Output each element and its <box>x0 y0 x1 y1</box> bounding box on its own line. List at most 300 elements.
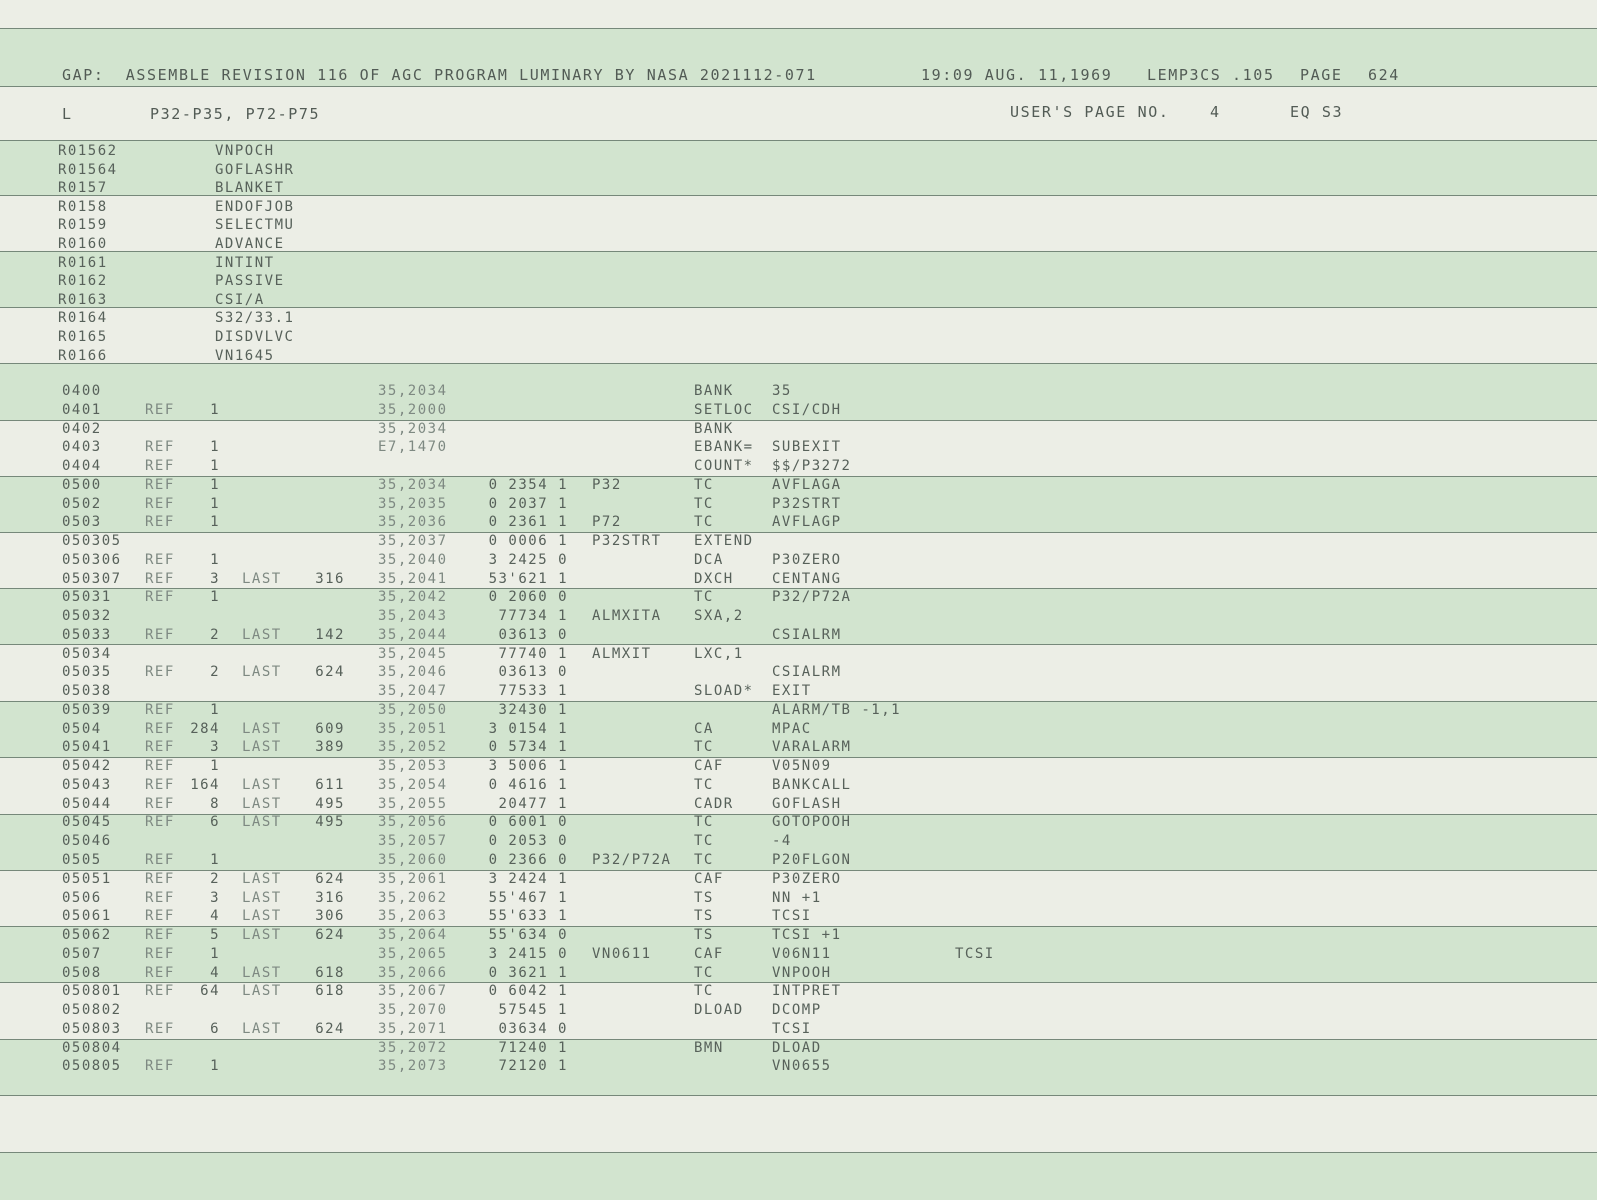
opcode: TC <box>694 983 714 1000</box>
ref-count: 3 <box>210 570 220 587</box>
operand: VNPOOH <box>772 964 832 981</box>
operand: SUBEXIT <box>772 439 842 456</box>
operand: AVFLAGP <box>772 514 842 531</box>
ref-symbol: BLANKET <box>215 180 285 197</box>
address: 35,2061 <box>378 870 448 887</box>
address: 35,2053 <box>378 758 448 775</box>
operand: P30ZERO <box>772 870 842 887</box>
line-number: 05045 <box>62 814 112 831</box>
line-number: 05041 <box>62 739 112 756</box>
octal-word: 0 2060 0 <box>488 589 568 606</box>
line-number: 050802 <box>62 1002 122 1019</box>
subheader-users-page-number: 4 <box>1210 103 1221 121</box>
last-flag: LAST <box>242 908 282 925</box>
octal-word: 03634 0 <box>498 1020 568 1037</box>
rule <box>0 420 1597 421</box>
rule <box>0 28 1597 29</box>
line-number: 0508 <box>62 964 102 981</box>
address: 35,2064 <box>378 927 448 944</box>
ref-symbol: CSI/A <box>215 291 265 308</box>
opcode: TC <box>694 964 714 981</box>
opcode: TC <box>694 495 714 512</box>
address: 35,2062 <box>378 889 448 906</box>
address: 35,2000 <box>378 401 448 418</box>
octal-word: 0 0006 1 <box>488 533 568 550</box>
address: 35,2043 <box>378 608 448 625</box>
address: 35,2040 <box>378 551 448 568</box>
opcode: SLOAD* <box>694 683 754 700</box>
octal-word: 3 2424 1 <box>488 870 568 887</box>
octal-word: 71240 1 <box>498 1039 568 1056</box>
line-number: 0401 <box>62 401 102 418</box>
line-number: 05031 <box>62 589 112 606</box>
header-page-number: 624 <box>1368 66 1400 84</box>
ref-count: 6 <box>210 814 220 831</box>
line-number: 0402 <box>62 420 102 437</box>
label-field: P72 <box>592 514 622 531</box>
octal-word: 3 2415 0 <box>488 945 568 962</box>
line-number: 05034 <box>62 645 112 662</box>
ref-symbol: INTINT <box>215 254 275 271</box>
ref-count: 1 <box>210 1058 220 1075</box>
line-number: 050805 <box>62 1058 122 1075</box>
ref-symbol: SELECTMU <box>215 217 295 234</box>
address: 35,2052 <box>378 739 448 756</box>
line-number: 0503 <box>62 514 102 531</box>
ref-id: R0163 <box>58 291 108 308</box>
opcode: TC <box>694 739 714 756</box>
octal-word: 72120 1 <box>498 1058 568 1075</box>
ref-flag: REF <box>145 983 175 1000</box>
ref-flag: REF <box>145 870 175 887</box>
last-flag: LAST <box>242 870 282 887</box>
opcode: CAF <box>694 870 724 887</box>
operand: $$/P3272 <box>772 458 852 475</box>
last-page: 495 <box>315 814 345 831</box>
label-field: ALMXIT <box>592 645 652 662</box>
ref-count: 1 <box>210 439 220 456</box>
address: 35,2045 <box>378 645 448 662</box>
ref-symbol: S32/33.1 <box>215 310 295 327</box>
last-flag: LAST <box>242 889 282 906</box>
octal-word: 55'467 1 <box>488 889 568 906</box>
octal-word: 0 6001 0 <box>488 814 568 831</box>
operand: NN +1 <box>772 889 822 906</box>
address: E7,1470 <box>378 439 448 456</box>
subheader-section: P32-P35, P72-P75 <box>150 105 321 123</box>
opcode: CADR <box>694 795 734 812</box>
last-flag: LAST <box>242 964 282 981</box>
last-flag: LAST <box>242 776 282 793</box>
last-page: 618 <box>315 983 345 1000</box>
octal-word: 0 4616 1 <box>488 776 568 793</box>
operand: P20FLGON <box>772 852 852 868</box>
last-flag: LAST <box>242 927 282 944</box>
ref-symbol: PASSIVE <box>215 273 285 290</box>
header-timestamp: 19:09 AUG. 11,1969 <box>921 66 1113 84</box>
ref-flag: REF <box>145 964 175 981</box>
opcode: BANK <box>694 383 734 399</box>
octal-word: 77734 1 <box>498 608 568 625</box>
operand: TCSI <box>772 908 812 925</box>
ref-symbol: VNPOCH <box>215 143 275 159</box>
ref-flag: REF <box>145 570 175 587</box>
ref-flag: REF <box>145 776 175 793</box>
rule <box>0 86 1597 87</box>
line-number: 0507 <box>62 945 102 962</box>
opcode: TC <box>694 589 714 606</box>
operand: P30ZERO <box>772 551 842 568</box>
ref-flag: REF <box>145 701 175 718</box>
label-field: P32STRT <box>592 533 662 550</box>
ref-count: 1 <box>210 401 220 418</box>
operand: CENTANG <box>772 570 842 587</box>
address: 35,2034 <box>378 383 448 399</box>
line-number: 0404 <box>62 458 102 475</box>
address: 35,2072 <box>378 1039 448 1056</box>
ref-flag: REF <box>145 1020 175 1037</box>
label-field: VN0611 <box>592 945 652 962</box>
ref-flag: REF <box>145 720 175 737</box>
rule <box>0 140 1597 141</box>
operand: INTPRET <box>772 983 842 1000</box>
opcode: TC <box>694 833 714 850</box>
operand: DCOMP <box>772 1002 822 1019</box>
ref-count: 2 <box>210 626 220 643</box>
ref-count: 6 <box>210 1020 220 1037</box>
ref-flag: REF <box>145 927 175 944</box>
ref-symbol: ADVANCE <box>215 236 285 252</box>
operand: BANKCALL <box>772 776 852 793</box>
opcode: COUNT* <box>694 458 754 475</box>
address: 35,2047 <box>378 683 448 700</box>
address: 35,2066 <box>378 964 448 981</box>
address: 35,2035 <box>378 495 448 512</box>
opcode: BMN <box>694 1039 724 1056</box>
line-number: 0504 <box>62 720 102 737</box>
ref-id: R0159 <box>58 217 108 234</box>
address: 35,2044 <box>378 626 448 643</box>
address: 35,2034 <box>378 476 448 493</box>
ref-id: R0164 <box>58 310 108 327</box>
ref-flag: REF <box>145 852 175 868</box>
last-page: 611 <box>315 776 345 793</box>
octal-word: 0 2366 0 <box>488 852 568 868</box>
address: 35,2051 <box>378 720 448 737</box>
ref-id: R0162 <box>58 273 108 290</box>
address: 35,2034 <box>378 420 448 437</box>
last-page: 142 <box>315 626 345 643</box>
last-flag: LAST <box>242 983 282 1000</box>
last-page: 316 <box>315 889 345 906</box>
ref-flag: REF <box>145 458 175 475</box>
operand: DLOAD <box>772 1039 822 1056</box>
operand: CSIALRM <box>772 664 842 681</box>
address: 35,2063 <box>378 908 448 925</box>
opcode: TS <box>694 908 714 925</box>
header-title: GAP: ASSEMBLE REVISION 116 OF AGC PROGRAM LUMINARY BY NASA 2021112-071 <box>62 66 817 84</box>
opcode: TC <box>694 514 714 531</box>
last-page: 316 <box>315 570 345 587</box>
octal-word: 0 5734 1 <box>488 739 568 756</box>
last-flag: LAST <box>242 626 282 643</box>
line-number: 05051 <box>62 870 112 887</box>
operand: VARALARM <box>772 739 852 756</box>
address: 35,2054 <box>378 776 448 793</box>
line-number: 05033 <box>62 626 112 643</box>
operand: ALARM/TB -1,1 <box>772 701 902 718</box>
ref-flag: REF <box>145 551 175 568</box>
octal-word: 57545 1 <box>498 1002 568 1019</box>
operand: AVFLAGA <box>772 476 842 493</box>
operand: CSI/CDH <box>772 401 842 418</box>
line-number: 05038 <box>62 683 112 700</box>
line-number: 050305 <box>62 533 122 550</box>
last-page: 618 <box>315 964 345 981</box>
ref-id: R0161 <box>58 254 108 271</box>
octal-word: 3 2425 0 <box>488 551 568 568</box>
ref-flag: REF <box>145 401 175 418</box>
line-number: 05042 <box>62 758 112 775</box>
line-number: 0403 <box>62 439 102 456</box>
octal-word: 0 6042 1 <box>488 983 568 1000</box>
ref-count: 5 <box>210 927 220 944</box>
rule <box>0 532 1597 533</box>
address: 35,2050 <box>378 701 448 718</box>
octal-word: 0 2361 1 <box>488 514 568 531</box>
operand: GOTOPOOH <box>772 814 852 831</box>
last-flag: LAST <box>242 739 282 756</box>
operand: VN0655 <box>772 1058 832 1075</box>
line-number: 05061 <box>62 908 112 925</box>
last-page: 624 <box>315 927 345 944</box>
line-number: 0502 <box>62 495 102 512</box>
operand: TCSI <box>772 1020 812 1037</box>
ref-flag: REF <box>145 664 175 681</box>
ref-count: 1 <box>210 551 220 568</box>
operand: EXIT <box>772 683 812 700</box>
label-field: ALMXITA <box>592 608 662 625</box>
ref-count: 284 <box>190 720 220 737</box>
address: 35,2067 <box>378 983 448 1000</box>
octal-word: 0 3621 1 <box>488 964 568 981</box>
line-number: 05035 <box>62 664 112 681</box>
ref-flag: REF <box>145 495 175 512</box>
opcode: TC <box>694 814 714 831</box>
operand: P32/P72A <box>772 589 852 606</box>
ref-count: 1 <box>210 945 220 962</box>
ref-symbol: ENDOFJOB <box>215 198 295 215</box>
ref-count: 8 <box>210 795 220 812</box>
last-page: 624 <box>315 870 345 887</box>
ref-flag: REF <box>145 739 175 756</box>
opcode: EXTEND <box>694 533 754 550</box>
address: 35,2073 <box>378 1058 448 1075</box>
last-page: 389 <box>315 739 345 756</box>
operand: CSIALRM <box>772 626 842 643</box>
opcode: DCA <box>694 551 724 568</box>
line-number: 050803 <box>62 1020 122 1037</box>
line-number: 05032 <box>62 608 112 625</box>
ref-flag: REF <box>145 889 175 906</box>
ref-flag: REF <box>145 814 175 831</box>
ref-flag: REF <box>145 589 175 606</box>
address: 35,2057 <box>378 833 448 850</box>
ref-flag: REF <box>145 439 175 456</box>
octal-word: 55'633 1 <box>488 908 568 925</box>
ref-flag: REF <box>145 514 175 531</box>
ref-symbol: GOFLASHR <box>215 161 295 178</box>
opcode: CA <box>694 720 714 737</box>
ref-count: 164 <box>190 776 220 793</box>
octal-word: 77740 1 <box>498 645 568 662</box>
line-number: 05044 <box>62 795 112 812</box>
header-page-label: PAGE <box>1300 66 1343 84</box>
ref-id: R0157 <box>58 180 108 197</box>
band-bottom <box>0 1152 1597 1200</box>
ref-flag: REF <box>145 476 175 493</box>
address: 35,2046 <box>378 664 448 681</box>
opcode: TC <box>694 776 714 793</box>
address: 35,2037 <box>378 533 448 550</box>
address: 35,2065 <box>378 945 448 962</box>
ref-flag: REF <box>145 626 175 643</box>
ref-id: R0160 <box>58 236 108 252</box>
line-number: 0505 <box>62 852 102 868</box>
ref-id: R0165 <box>58 329 108 345</box>
line-number: 0500 <box>62 476 102 493</box>
line-number: 05039 <box>62 701 112 718</box>
subheader-code: EQ S3 <box>1290 103 1344 121</box>
subheader-users-page-label: USER'S PAGE NO. <box>1010 103 1170 121</box>
octal-word: 3 5006 1 <box>488 758 568 775</box>
last-page: 306 <box>315 908 345 925</box>
ref-flag: REF <box>145 758 175 775</box>
rule <box>0 644 1597 645</box>
line-number: 050307 <box>62 570 122 587</box>
octal-word: 20477 1 <box>498 795 568 812</box>
last-flag: LAST <box>242 664 282 681</box>
operand: V06N11 <box>772 945 832 962</box>
octal-word: 77533 1 <box>498 683 568 700</box>
octal-word: 0 2053 0 <box>488 833 568 850</box>
ref-id: R0158 <box>58 198 108 215</box>
last-page: 609 <box>315 720 345 737</box>
subheader-marker: L <box>62 105 73 123</box>
ref-count: 1 <box>210 589 220 606</box>
ref-symbol: DISDVLVC <box>215 329 295 345</box>
address: 35,2070 <box>378 1002 448 1019</box>
operand: -4 <box>772 833 792 850</box>
opcode: SXA,2 <box>694 608 744 625</box>
opcode: TS <box>694 927 714 944</box>
ref-count: 4 <box>210 964 220 981</box>
octal-word: 32430 1 <box>498 701 568 718</box>
rule <box>0 1152 1597 1153</box>
opcode: SETLOC <box>694 401 754 418</box>
ref-id: R01564 <box>58 161 118 178</box>
line-number: 050804 <box>62 1039 122 1056</box>
last-flag: LAST <box>242 1020 282 1037</box>
address: 35,2060 <box>378 852 448 868</box>
ref-count: 3 <box>210 889 220 906</box>
operand: TCSI +1 <box>772 927 842 944</box>
address: 35,2036 <box>378 514 448 531</box>
ref-count: 1 <box>210 495 220 512</box>
ref-count: 1 <box>210 514 220 531</box>
opcode: EBANK= <box>694 439 754 456</box>
header-listing: LEMP3CS .105 <box>1147 66 1275 84</box>
last-page: 624 <box>315 1020 345 1037</box>
octal-word: 0 2354 1 <box>488 476 568 493</box>
opcode: TC <box>694 476 714 493</box>
octal-word: 55'634 0 <box>488 927 568 944</box>
ref-count: 4 <box>210 908 220 925</box>
opcode: CAF <box>694 758 724 775</box>
octal-word: 0 2037 1 <box>488 495 568 512</box>
opcode: LXC,1 <box>694 645 744 662</box>
line-number: 0506 <box>62 889 102 906</box>
last-flag: LAST <box>242 720 282 737</box>
operand: 35 <box>772 383 792 399</box>
address: 35,2041 <box>378 570 448 587</box>
ref-flag: REF <box>145 945 175 962</box>
label-field: P32 <box>592 476 622 493</box>
octal-word: 03613 0 <box>498 664 568 681</box>
opcode: TS <box>694 889 714 906</box>
address: 35,2055 <box>378 795 448 812</box>
last-page: 495 <box>315 795 345 812</box>
ref-symbol: VN1645 <box>215 347 275 364</box>
line-number: 05062 <box>62 927 112 944</box>
last-flag: LAST <box>242 570 282 587</box>
operand: GOFLASH <box>772 795 842 812</box>
label-field: P32/P72A <box>592 852 672 868</box>
last-flag: LAST <box>242 795 282 812</box>
last-flag: LAST <box>242 814 282 831</box>
ref-count: 1 <box>210 758 220 775</box>
comment: TCSI <box>955 945 995 962</box>
operand: V05N09 <box>772 758 832 775</box>
ref-count: 1 <box>210 458 220 475</box>
ref-count: 3 <box>210 739 220 756</box>
ref-count: 2 <box>210 870 220 887</box>
ref-flag: REF <box>145 1058 175 1075</box>
opcode: DXCH <box>694 570 734 587</box>
ref-count: 1 <box>210 852 220 868</box>
ref-count: 1 <box>210 701 220 718</box>
line-number: 05046 <box>62 833 112 850</box>
line-number: 050801 <box>62 983 122 1000</box>
rule <box>0 1095 1597 1096</box>
ref-flag: REF <box>145 908 175 925</box>
ref-flag: REF <box>145 795 175 812</box>
operand: P32STRT <box>772 495 842 512</box>
operand: MPAC <box>772 720 812 737</box>
line-number: 0400 <box>62 383 102 399</box>
ref-id: R0166 <box>58 347 108 364</box>
opcode: DLOAD <box>694 1002 744 1019</box>
octal-word: 03613 0 <box>498 626 568 643</box>
opcode: CAF <box>694 945 724 962</box>
line-number: 05043 <box>62 776 112 793</box>
opcode: TC <box>694 852 714 868</box>
address: 35,2042 <box>378 589 448 606</box>
octal-word: 3 0154 1 <box>488 720 568 737</box>
last-page: 624 <box>315 664 345 681</box>
address: 35,2071 <box>378 1020 448 1037</box>
opcode: BANK <box>694 420 734 437</box>
